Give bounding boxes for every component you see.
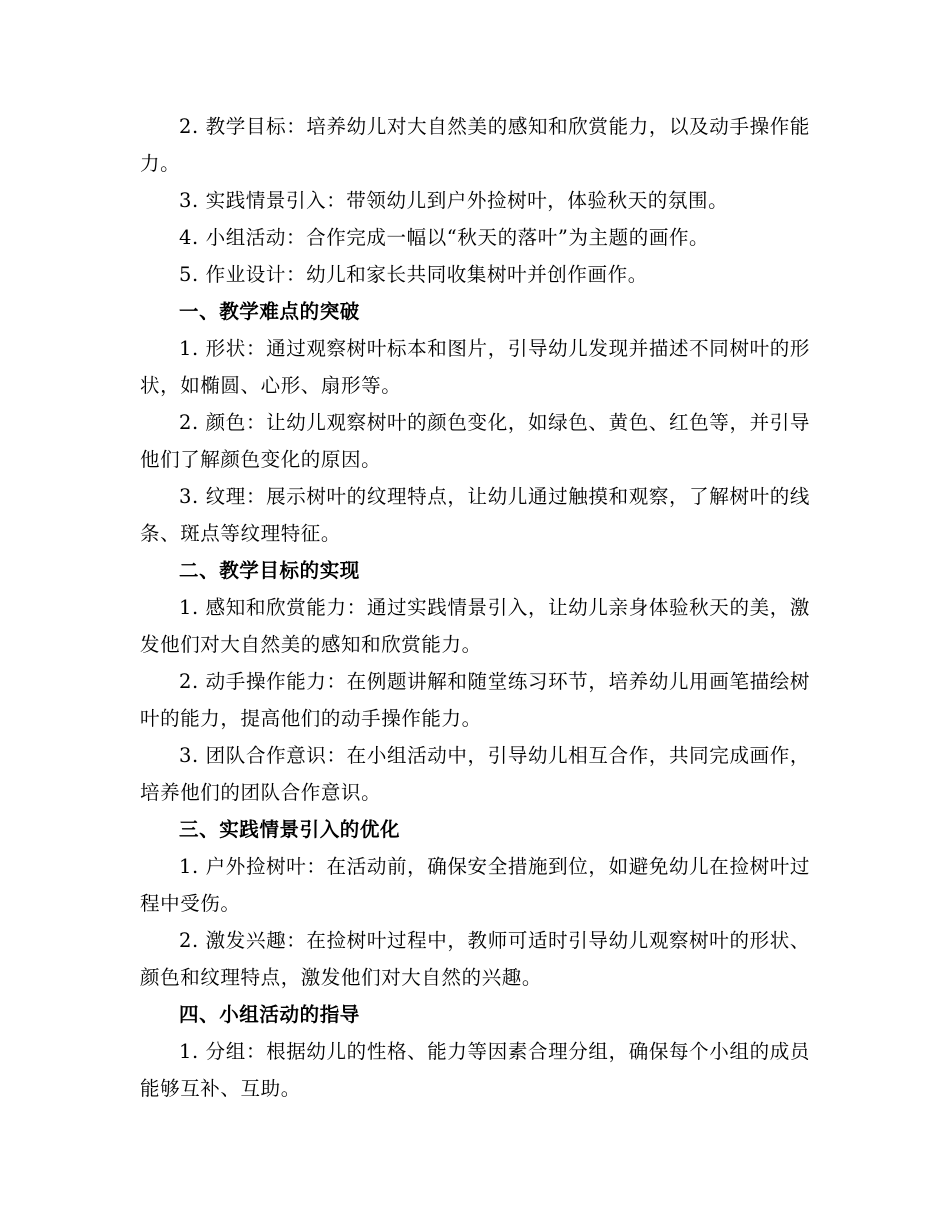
paragraph-practice-intro: 3. 实践情景引入：带领幼儿到户外捡树叶，体验秋天的氛围。 — [179, 189, 729, 212]
paragraph-color: 2. 颜色：让幼儿观察树叶的颜色变化，如绿色、黄色、红色等，并引导他们了解颜色变化的原因。 — [140, 411, 810, 471]
paragraph-grouping: 1. 分组：根据幼儿的性格、能力等因素合理分组，确保每个小组的成员能够互补、互助。 — [140, 1040, 810, 1100]
section-heading-goals: 二、教学目标的实现 — [179, 559, 360, 582]
paragraph-hands-on: 2. 动手操作能力：在例题讲解和随堂练习环节，培养幼儿用画笔描绘树叶的能力，提高他们的动手操作能力。 — [140, 670, 810, 730]
paragraph-perception: 1. 感知和欣赏能力：通过实践情景引入，让幼儿亲身体验秋天的美，激发他们对大自然美的感知和欣赏能力。 — [140, 596, 810, 656]
paragraph-teaching-goal: 2. 教学目标：培养幼儿对大自然美的感知和欣赏能力，以及动手操作能力。 — [140, 115, 810, 175]
section-heading-optimization: 三、实践情景引入的优化 — [179, 818, 401, 841]
section-heading-difficulty: 一、教学难点的突破 — [179, 300, 360, 323]
paragraph-interest: 2. 激发兴趣：在捡树叶过程中，教师可适时引导幼儿观察树叶的形状、颜色和纹理特点，激发他们对大自然的兴趣。 — [140, 929, 810, 989]
paragraph-outdoor: 1. 户外捡树叶：在活动前，确保安全措施到位，如避免幼儿在捡树叶过程中受伤。 — [140, 855, 810, 915]
paragraph-homework: 5. 作业设计：幼儿和家长共同收集树叶并创作画作。 — [179, 263, 648, 286]
document-body — [140, 108, 810, 1107]
paragraph-texture: 3. 纹理：展示树叶的纹理特点，让幼儿通过触摸和观察，了解树叶的线条、斑点等纹理特征。 — [140, 485, 810, 545]
paragraph-teamwork: 3. 团队合作意识：在小组活动中，引导幼儿相互合作，共同完成画作，培养他们的团队合作意识。 — [140, 744, 810, 804]
paragraph-shape: 1. 形状：通过观察树叶标本和图片，引导幼儿发现并描述不同树叶的形状，如椭圆、心形、扇形等。 — [140, 337, 810, 397]
paragraph-group-activity: 4. 小组活动：合作完成一幅以“秋天的落叶”为主题的画作。 — [179, 226, 710, 249]
section-heading-guidance: 四、小组活动的指导 — [179, 1003, 360, 1026]
